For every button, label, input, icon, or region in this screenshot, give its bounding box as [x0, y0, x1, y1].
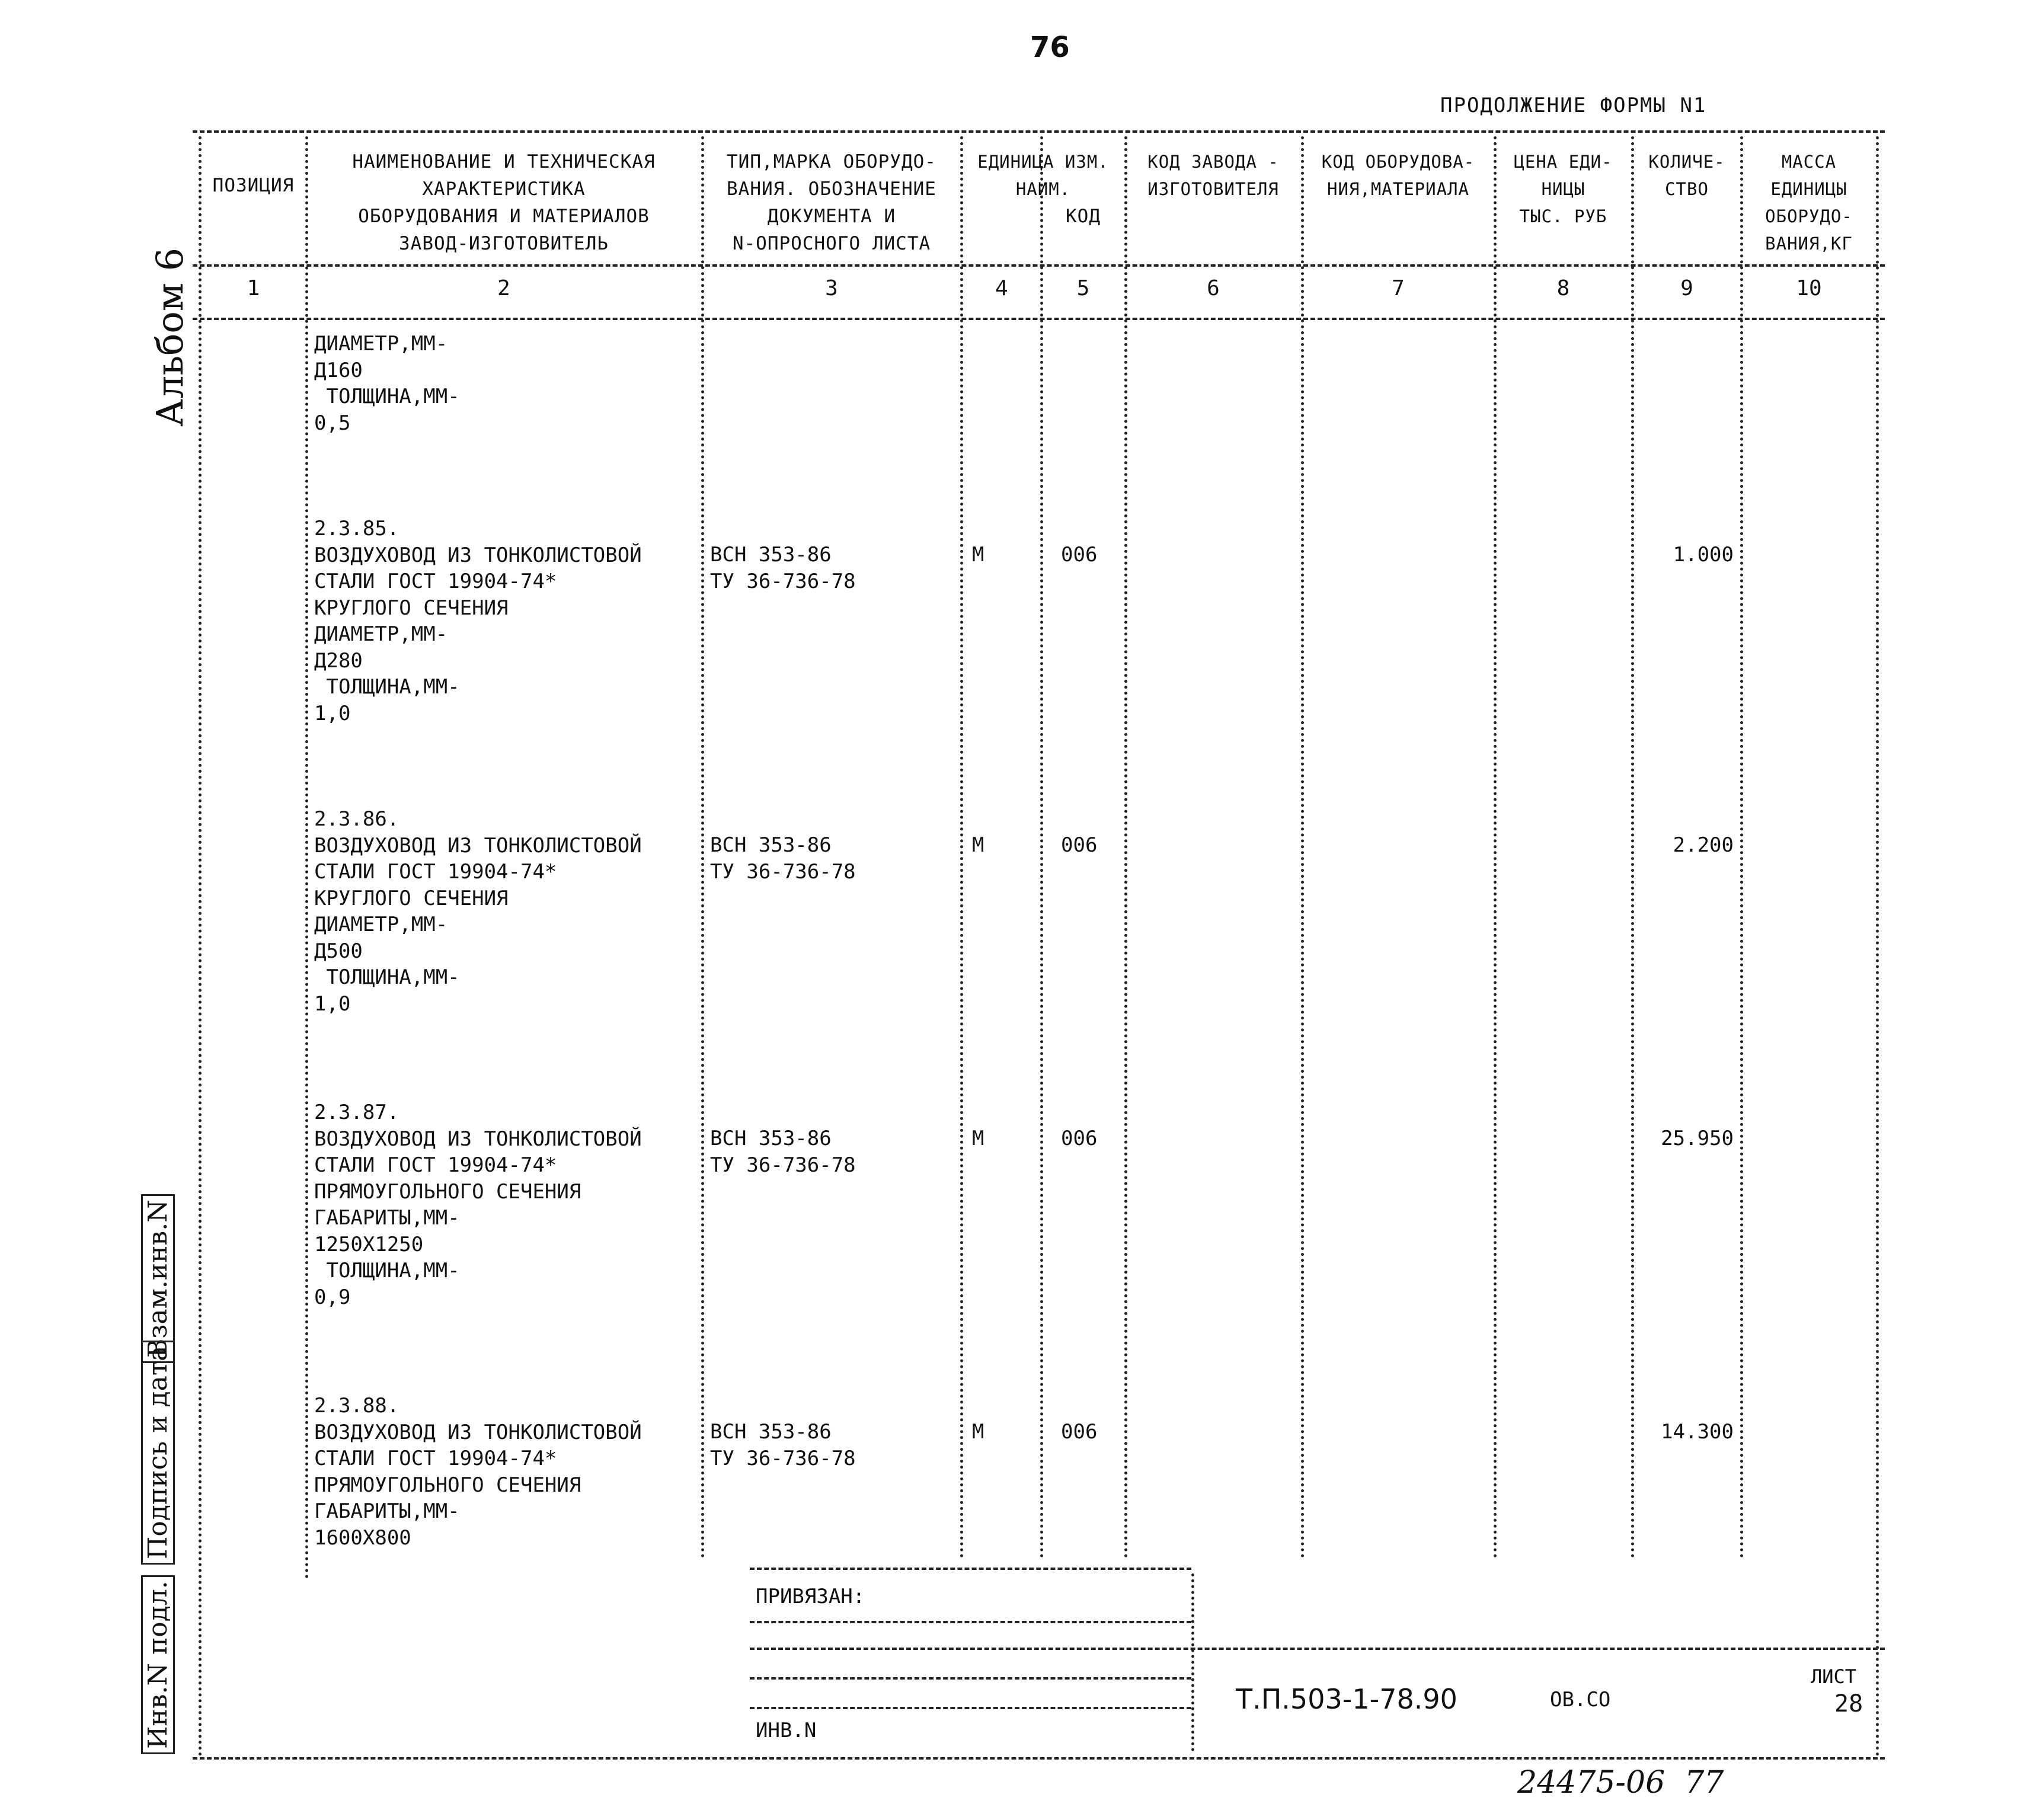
stamp-privyazan: ПРИВЯЗАН:	[756, 1585, 865, 1608]
sheet-number: 28	[1834, 1690, 1863, 1717]
col-sep-1	[305, 136, 308, 1579]
inv-original-label: Инв.N подл.	[141, 1575, 175, 1754]
header-name: НАИМЕНОВАНИЕ И ТЕХНИЧЕСКАЯ ХАРАКТЕРИСТИКА ОБОРУДОВАНИЯ И МАТЕРИАЛОВ ЗАВОД-ИЗГОТОВИТЕЛЬ	[352, 151, 656, 254]
col-sep-7	[1494, 136, 1497, 1559]
colnum-9: 9	[1680, 276, 1693, 300]
stamp-rule-5	[750, 1707, 1191, 1709]
col-sep-4	[1040, 136, 1043, 1559]
row-1-unit: М	[972, 543, 984, 567]
row-2-doc: ВСН 353-86 ТУ 36-736-78	[710, 833, 856, 884]
col-sep-3	[960, 136, 963, 1559]
header-material-code: КОД ОБОРУДОВА- НИЯ,МАТЕРИАЛА	[1321, 152, 1475, 199]
stamp-sep-1	[1191, 1573, 1194, 1751]
colnum-8: 8	[1556, 276, 1570, 300]
row-2-qty: 2.200	[1673, 833, 1734, 857]
row-1-qty: 1.000	[1673, 543, 1734, 567]
col-sep-5	[1124, 136, 1127, 1559]
col-sep-8	[1631, 136, 1634, 1559]
stamp-inv: ИНВ.N	[756, 1719, 817, 1742]
row-1-name: 2.3.85. ВОЗДУХОВОД ИЗ ТОНКОЛИСТОВОЙ СТАЛИ ГОСТ 19904-74* КРУГЛОГО СЕЧЕНИЯ ДИАМЕТР,ММ- Д280 ТОЛЩИНА,ММ- 1,0	[314, 517, 642, 725]
row-3-qty: 25.950	[1661, 1127, 1734, 1150]
row-4-doc: ВСН 353-86 ТУ 36-736-78	[710, 1420, 856, 1470]
col-sep-6	[1301, 136, 1304, 1559]
colnum-5: 5	[1076, 276, 1090, 300]
col-sep-0	[199, 136, 202, 1757]
page-number: 76	[1030, 31, 1070, 64]
row-2-name: 2.3.86. ВОЗДУХОВОД ИЗ ТОНКОЛИСТОВОЙ СТАЛИ ГОСТ 19904-74* КРУГЛОГО СЕЧЕНИЯ ДИАМЕТР,ММ- Д500 ТОЛЩИНА,ММ- 1,0	[314, 807, 642, 1016]
stamp-rule-3	[750, 1648, 1885, 1650]
stamp-rule-1	[750, 1568, 1191, 1570]
continuation-title: ПРОДОЛЖЕНИЕ ФОРМЫ N1	[1440, 94, 1707, 117]
colnum-4: 4	[995, 276, 1008, 300]
row-3-doc: ВСН 353-86 ТУ 36-736-78	[710, 1127, 856, 1177]
row-3-name: 2.3.87. ВОЗДУХОВОД ИЗ ТОНКОЛИСТОВОЙ СТАЛИ ГОСТ 19904-74* ПРЯМОУГОЛЬНОГО СЕЧЕНИЯ ГАБАРИТЫ,ММ- 1250Х1250 ТОЛЩИНА,ММ- 0,9	[314, 1101, 642, 1309]
colnum-3: 3	[825, 276, 838, 300]
document-code: Т.П.503-1-78.90	[1236, 1683, 1457, 1715]
stamp-rule-4	[750, 1677, 1191, 1680]
colnum-2: 2	[497, 276, 510, 300]
header-plant-code: КОД ЗАВОДА - ИЗГОТОВИТЕЛЯ	[1147, 152, 1279, 199]
header-quantity: КОЛИЧЕ- СТВО	[1648, 152, 1725, 199]
row-2-unit: М	[972, 833, 984, 857]
album-label: Альбом 6	[148, 247, 191, 427]
header-mass: МАССА ЕДИНИЦЫ ОБОРУДО- ВАНИЯ,КГ	[1765, 152, 1853, 254]
col-sep-2	[701, 136, 704, 1559]
col-sep-9	[1740, 136, 1743, 1559]
stamp-rule-2	[750, 1621, 1191, 1623]
row-1-doc: ВСН 353-86 ТУ 36-736-78	[710, 543, 856, 593]
colnum-1: 1	[247, 276, 260, 300]
row-4-name: 2.3.88. ВОЗДУХОВОД ИЗ ТОНКОЛИСТОВОЙ СТАЛИ ГОСТ 19904-74* ПРЯМОУГОЛЬНОГО СЕЧЕНИЯ ГАБАРИТЫ,ММ- 1600Х800	[314, 1394, 642, 1550]
col-sep-10	[1876, 136, 1879, 1757]
sheet-label: ЛИСТ	[1811, 1665, 1857, 1688]
replaced-inv-label: Взам.инв.N	[141, 1194, 175, 1363]
row-2-code: 006	[1061, 833, 1098, 857]
handwritten-number: 24475-06 77	[1517, 1765, 1724, 1800]
row-0-name: ДИАМЕТР,ММ- Д160 ТОЛЩИНА,ММ- 0,5	[314, 332, 460, 435]
document-suffix: ОВ.СО	[1550, 1688, 1611, 1712]
colnum-7: 7	[1392, 276, 1405, 300]
table-bottom-rule	[193, 1757, 1885, 1760]
row-3-code: 006	[1061, 1127, 1098, 1150]
colnum-10: 10	[1796, 276, 1822, 300]
header-unit-name: ЕДИНИЦА ИЗМ. НАИМ.	[977, 152, 1109, 199]
header-position: ПОЗИЦИЯ	[212, 175, 295, 196]
header-unit-code: КОД	[1066, 206, 1101, 227]
signature-date-label: Подпись и дата	[141, 1341, 175, 1565]
header-price: ЦЕНА ЕДИ- НИЦЫ ТЫС. РУБ	[1514, 152, 1613, 226]
colnum-6: 6	[1207, 276, 1220, 300]
row-4-unit: М	[972, 1420, 984, 1444]
header-type-doc: ТИП,МАРКА ОБОРУДО- ВАНИЯ. ОБОЗНАЧЕНИЕ ДОКУМЕНТА И N-ОПРОСНОГО ЛИСТА	[727, 151, 936, 254]
table-top-rule	[193, 130, 1885, 133]
row-1-code: 006	[1061, 543, 1098, 567]
row-3-unit: М	[972, 1127, 984, 1150]
row-4-qty: 14.300	[1661, 1420, 1734, 1444]
row-4-code: 006	[1061, 1420, 1098, 1444]
